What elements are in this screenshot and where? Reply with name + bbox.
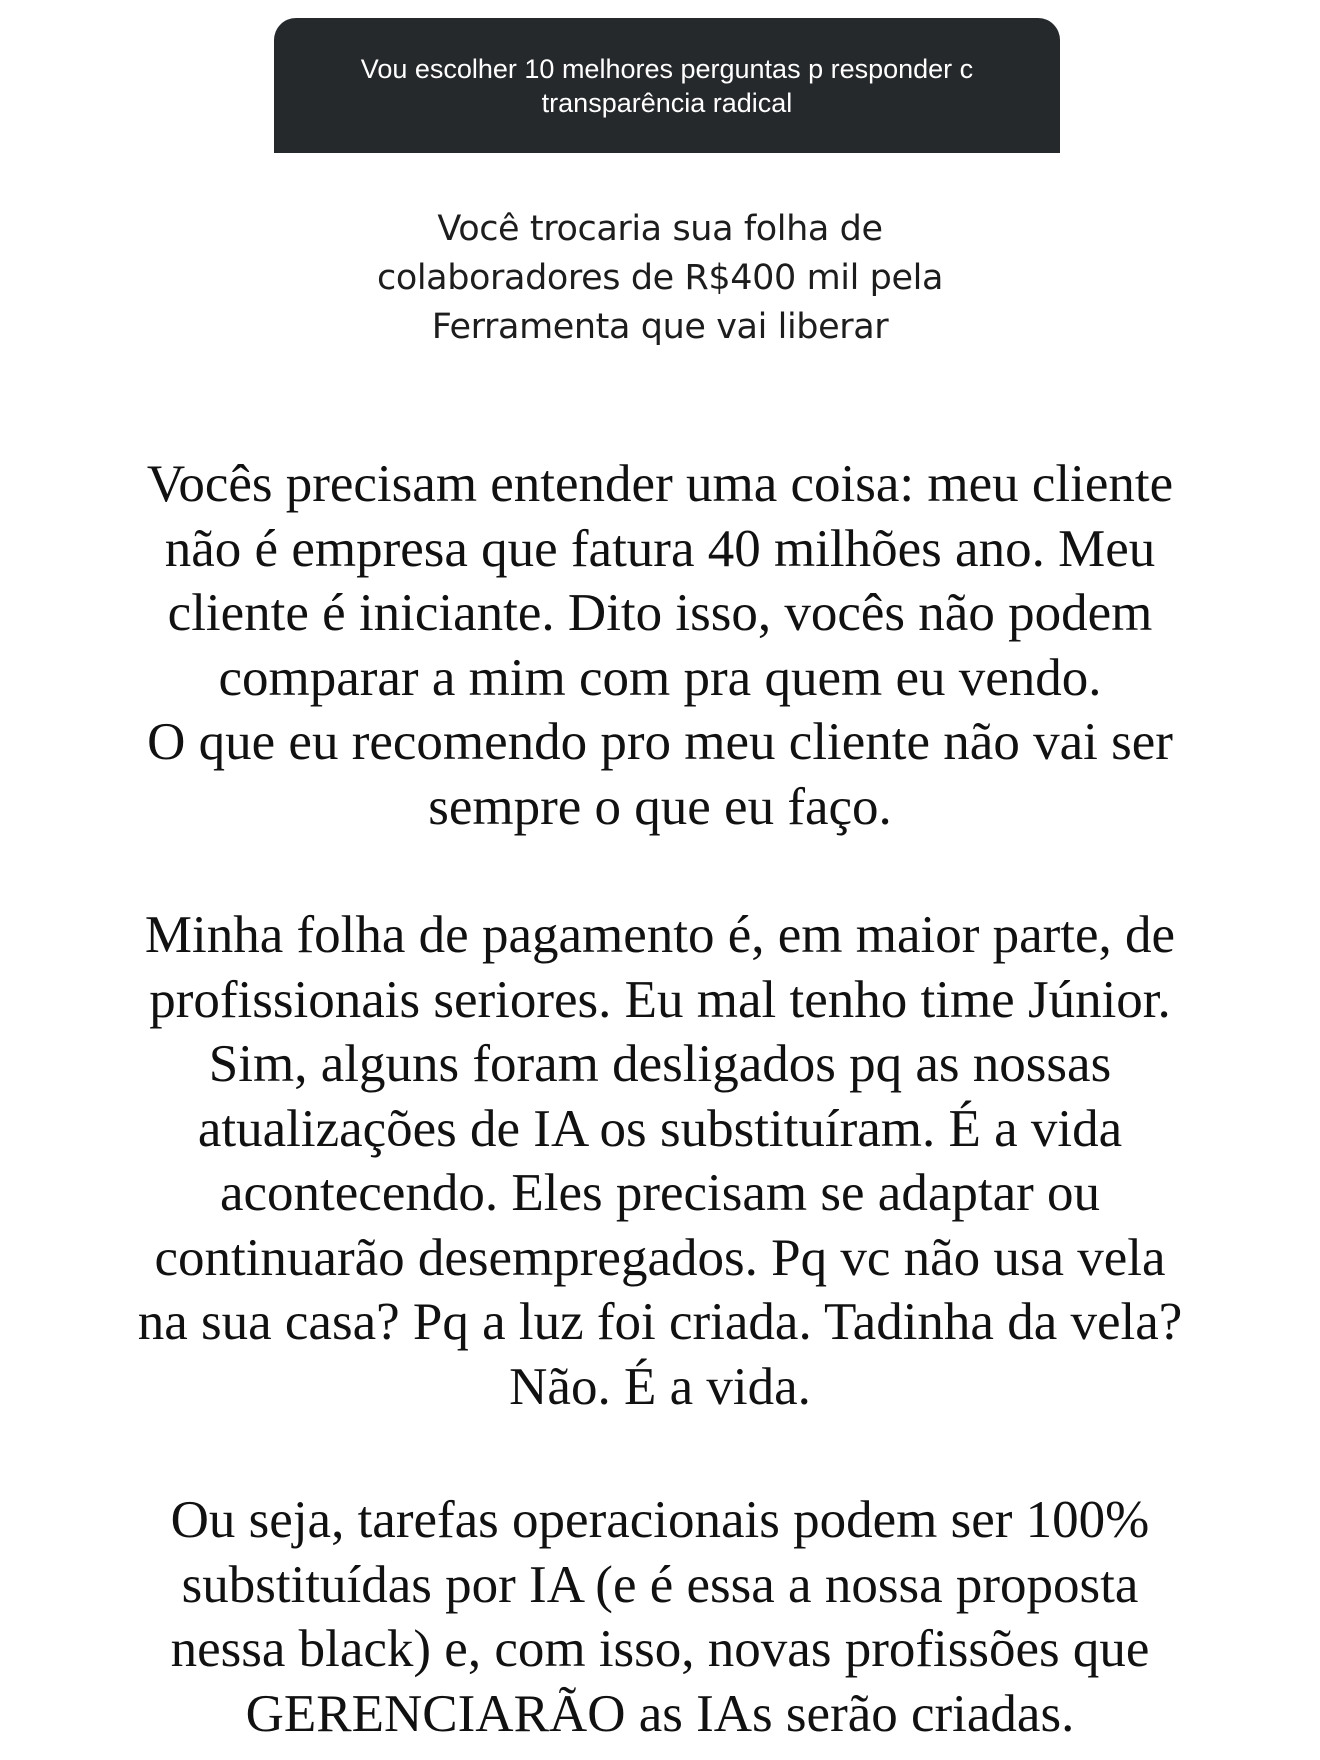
question-sticker	[274, 18, 1060, 153]
story-question-text: Você trocaria sua folha de colaboradores de R$400 mil pela Ferramenta que vai liberar	[376, 209, 944, 347]
answer-paragraph-2: Minha folha de pagamento é, em maior parte, de profissionais seriores. Eu mal tenho time Júnior. Sim, alguns foram desligados pq as nossas atualizações de IA os substituíram. É a vida acontecendo. Eles precisam se adaptar ou continuarão desempregados. Pq vc não usa vela na sua casa? Pq a luz foi criada. Tadinha da vela? Não. É a vida.	[137, 906, 1183, 1416]
answer-paragraph-3: Ou seja, tarefas operacionais podem ser 100% substituídas por IA (e é essa a nossa proposta nessa black) e, com isso, novas profissões que GERENCIARÃO as IAs serão criadas.	[170, 1491, 1150, 1743]
question-sticker-text: Vou escolher 10 melhores perguntas p responder c transparência radical	[360, 53, 974, 118]
answer-paragraph-1: Vocês precisam entender uma coisa: meu cliente não é empresa que fatura 40 milhões ano. Meu cliente é iniciante. Dito isso, vocês não podem comparar a mim com pra quem eu vendo. O que eu recomendo pro meu cliente não vai ser sempre o que eu faço.	[146, 455, 1174, 836]
